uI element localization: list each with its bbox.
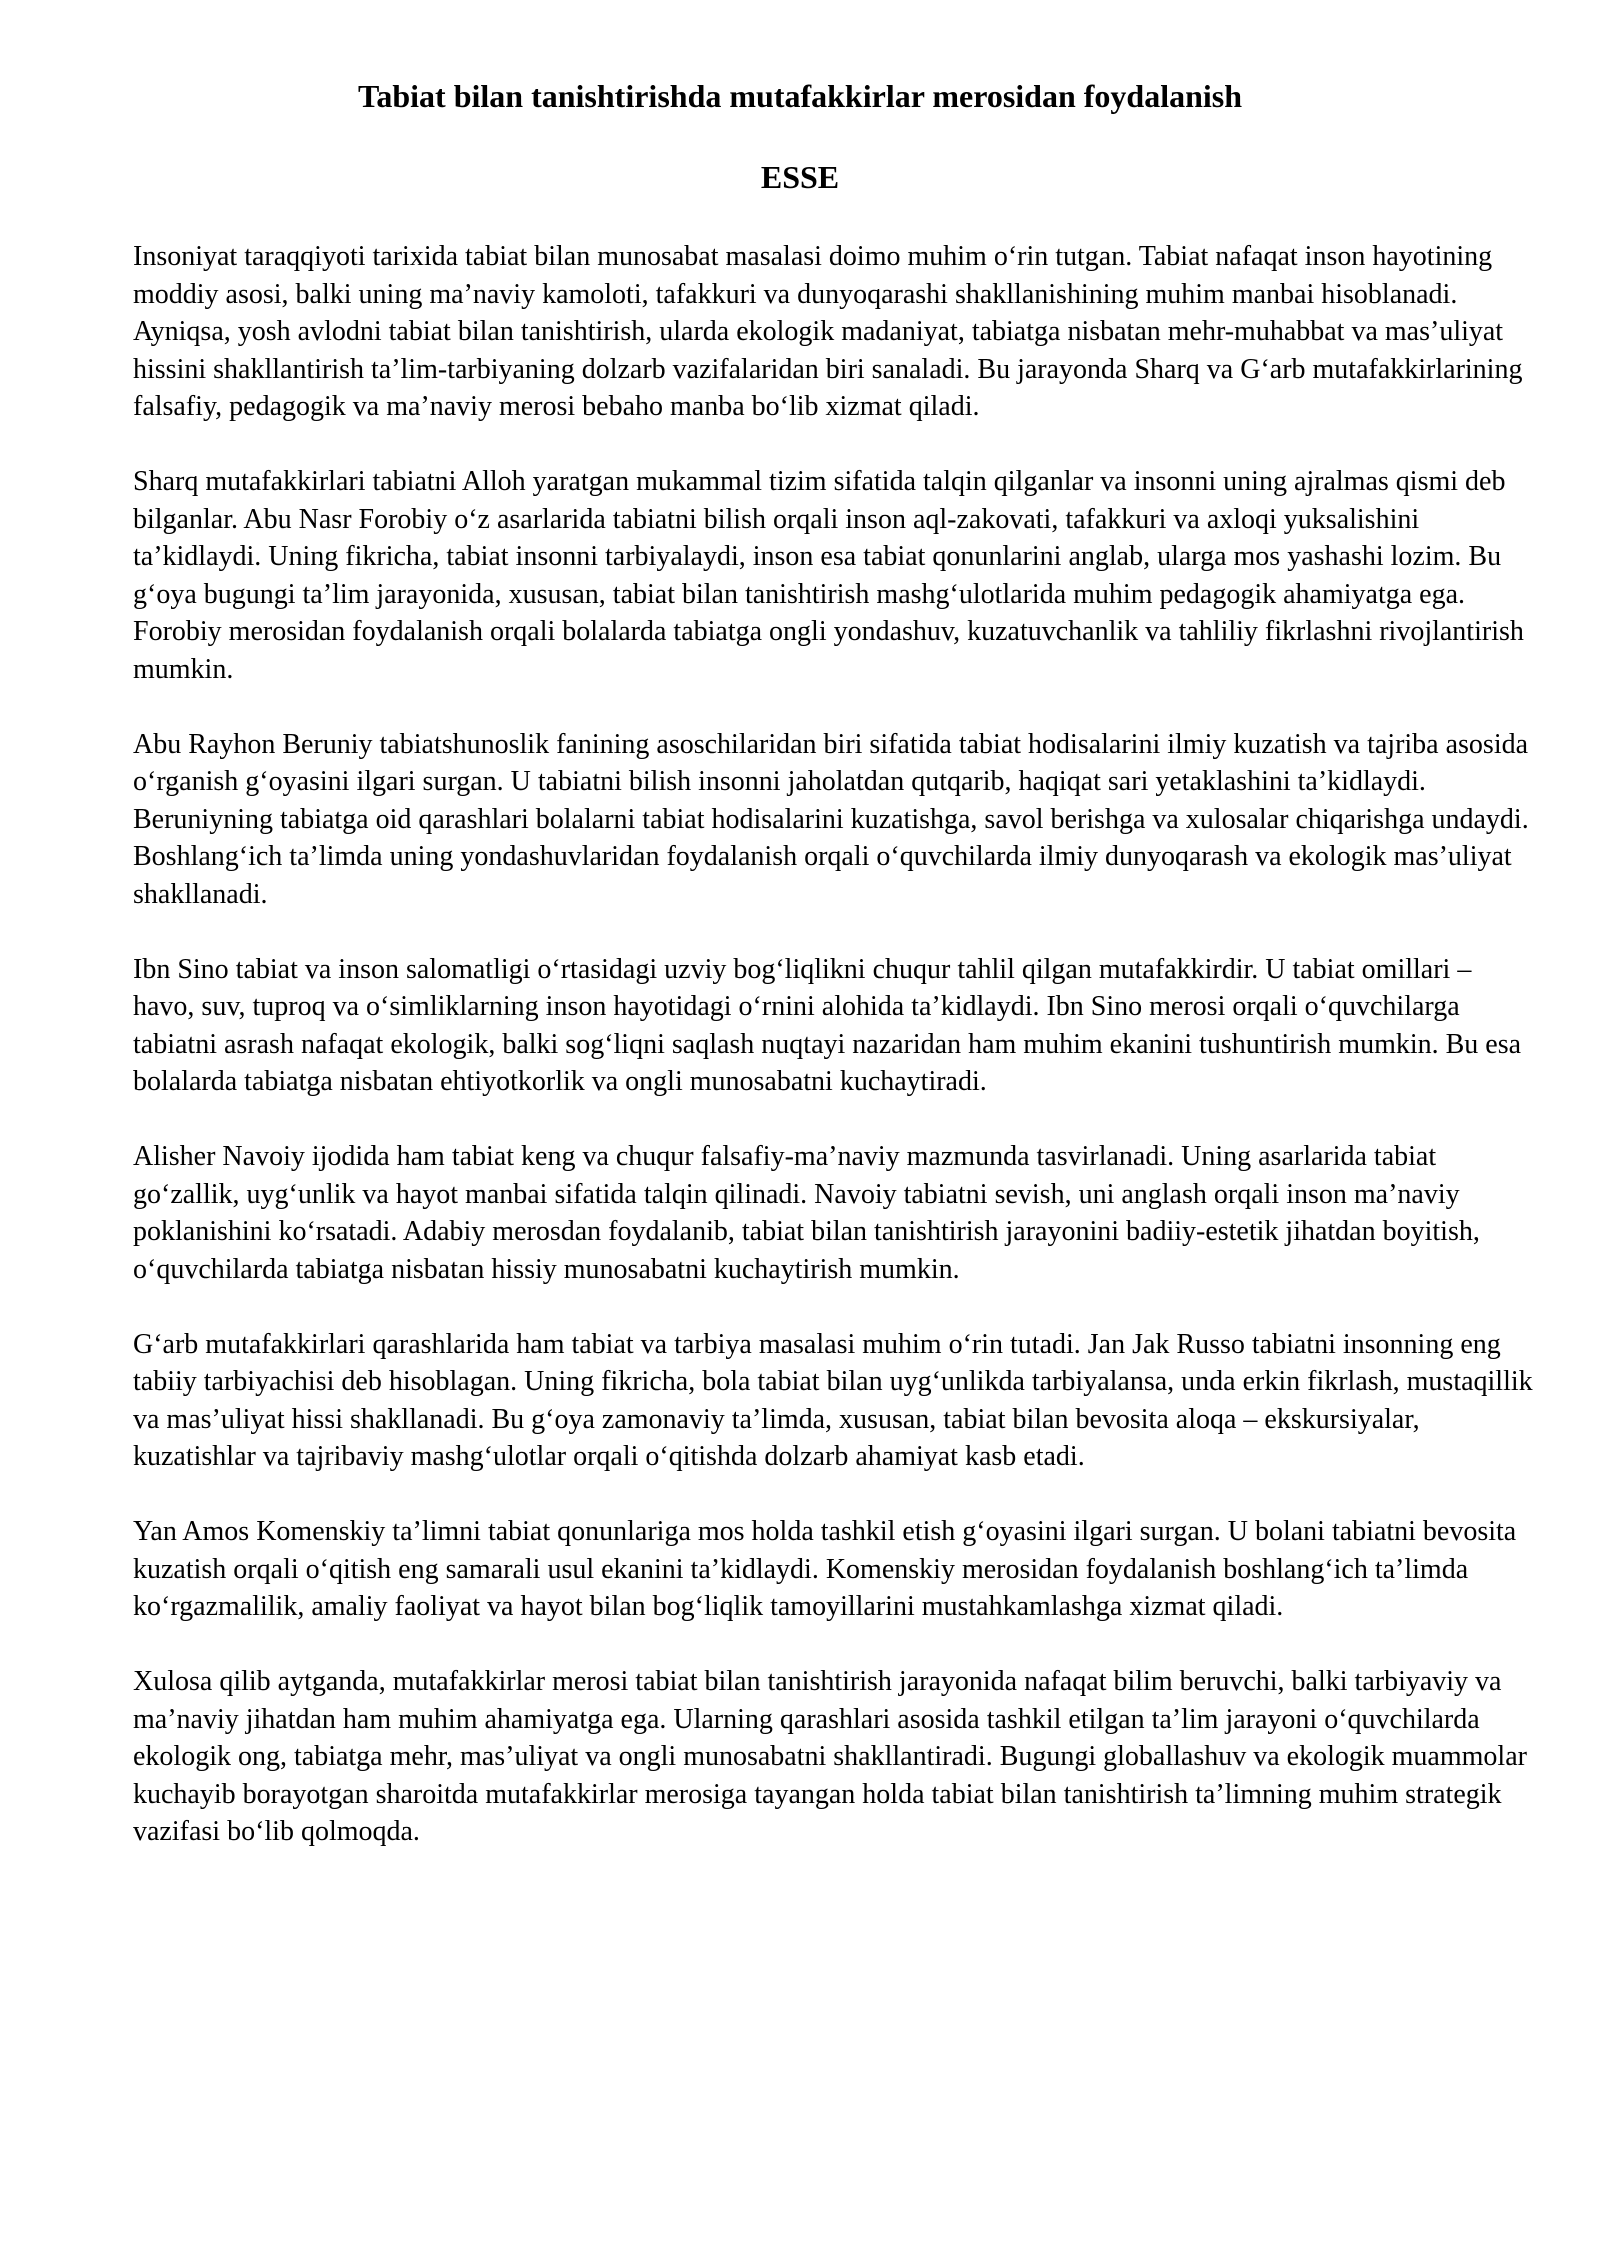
document-subtitle: ESSE bbox=[760, 159, 840, 195]
paragraph-introduction: Insoniyat taraqqiyoti tarixida tabiat bilan munosabat masalasi doimo muhim oʻrin tutgan. Tabiat nafaqat inson hayotining moddiy asosi, balki uning maʼnaviy kamoloti, tafakkuri va dunyoqarashi shakllanishining muhim manbai hisoblanadi. Ayniqsa, yosh avlodni tabiat bilan tanishtirish, ularda ekologik madaniyat, tabiatga nisbatan mehr-muhabbat va masʼuliyat hissini shakllantirish taʼlim-tarbiyaning dolzarb vazifalaridan biri sanaladi. Bu jarayonda Sharq va Gʻarb mutafakkirlarining falsafiy, pedagogik va maʼnaviy merosi bebaho manba boʻlib xizmat qiladi. bbox=[133, 241, 1523, 422]
paragraph-komenskiy: Yan Amos Komenskiy taʼlimni tabiat qonunlariga mos holda tashkil etish gʻoyasini ilgari surgan. U bolani tabiatni bevosita kuzatish orqali oʻqitish eng samarali usul ekanini taʼkidlaydi. Komenskiy merosidan foydalanish boshlangʻich taʼlimda koʻrgazmalilik, amaliy faoliyat va hayot bilan bogʻliqlik tamoyillarini mustahkamlashga xizmat qiladi. bbox=[133, 1516, 1517, 1622]
paragraph-conclusion: Xulosa qilib aytganda, mutafakkirlar merosi tabiat bilan tanishtirish jarayonida nafaqat bilim beruvchi, balki tarbiyaviy va maʼnaviy jihatdan ham muhim ahamiyatga ega. Ularning qarashlari asosida tashkil etilgan taʼlim jarayoni oʻquvchilarda ekologik ong, tabiatga mehr, masʼuliyat va ongli munosabatni shakllantiradi. Bugungi globallashuv va ekologik muammolar kuchayib borayotgan sharoitda mutafakkirlar merosiga tayangan holda tabiat bilan tanishtirish taʼlimning muhim strategik vazifasi boʻlib qolmoqda. bbox=[133, 1666, 1527, 1847]
document-title: Tabiat bilan tanishtirishda mutafakkirlar merosidan foydalanish bbox=[357, 78, 1243, 114]
paragraph-beruniy: Abu Rayhon Beruniy tabiatshunoslik fanining asoschilaridan biri sifatida tabiat hodisalarini ilmiy kuzatish va tajriba asosida oʻrganish gʻoyasini ilgari surgan. U tabiatni bilish insonni jaholatdan qutqarib, haqiqat sari yetaklashini taʼkidlaydi. Beruniyning tabiatga oid qarashlari bolalarni tabiat hodisalarini kuzatishga, savol berishga va xulosalar chiqarishga undaydi. Boshlangʻich taʼlimda uning yondashuvlaridan foydalanish orqali oʻquvchilarda ilmiy dunyoqarash va ekologik masʼuliyat shakllanadi. bbox=[133, 728, 1529, 910]
paragraph-forobiy: Sharq mutafakkirlari tabiatni Alloh yaratgan mukammal tizim sifatida talqin qilganlar va insonni uning ajralmas qismi deb bilganlar. Abu Nasr Forobiy oʻz asarlarida tabiatni bilish orqali inson aql-zakovati, tafakkuri va axloqi yuksalishini taʼkidlaydi. Uning fikricha, tabiat insonni tarbiyalaydi, inson esa tabiat qonunlarini anglab, ularga mos yashashi lozim. Bu gʻoya bugungi taʼlim jarayonida, xususan, tabiat bilan tanishtirish mashgʻulotlarida muhim pedagogik ahamiyatga ega. Forobiy merosidan foydalanish orqali bolalarda tabiatga ongli yondashuv, kuzatuvchanlik va tahliliy fikrlashni rivojlantirish mumkin. bbox=[133, 466, 1524, 685]
paragraph-russo: Gʻarb mutafakkirlari qarashlarida ham tabiat va tarbiya masalasi muhim oʻrin tutadi. Jan Jak Russo tabiatni insonning eng tabiiy tarbiyachisi deb hisoblagan. Uning fikricha, bola tabiat bilan uygʻunlikda tarbiyalansa, unda erkin fikrlash, mustaqillik va masʼuliyat hissi shakllanadi. Bu gʻoya zamonaviy taʼlimda, xususan, tabiat bilan bevosita aloqa – ekskursiyalar, kuzatishlar va tajribaviy mashgʻulotlar orqali oʻqitishda dolzarb ahamiyat kasb etadi. bbox=[133, 1328, 1533, 1472]
paragraph-navoiy: Alisher Navoiy ijodida ham tabiat keng va chuqur falsafiy-maʼnaviy mazmunda tasvirlanadi. Uning asarlarida tabiat goʻzallik, uygʻunlik va hayot manbai sifatida talqin qilinadi. Navoiy tabiatni sevish, uni anglash orqali inson maʼnaviy poklanishini koʻrsatadi. Adabiy merosdan foydalanib, tabiat bilan tanishtirish jarayonini badiiy-estetik jihatdan boyitish, oʻquvchilarda tabiatga nisbatan hissiy munosabatni kuchaytirish mumkin. bbox=[133, 1141, 1480, 1285]
document-body bbox=[133, 238, 1533, 1851]
paragraph-ibn-sino: Ibn Sino tabiat va inson salomatligi oʻrtasidagi uzviy bogʻliqlikni chuqur tahlil qilgan mutafakkirdir. U tabiat omillari – havo, suv, tuproq va oʻsimliklarning inson hayotidagi oʻrnini alohida taʼkidlaydi. Ibn Sino merosi orqali oʻquvchilarga tabiatni asrash nafaqat ekologik, balki sogʻliqni saqlash nuqtayi nazaridan ham muhim ekanini tushuntirish mumkin. Bu esa bolalarda tabiatga nisbatan ehtiyotkorlik va ongli munosabatni kuchaytiradi. bbox=[133, 953, 1522, 1097]
